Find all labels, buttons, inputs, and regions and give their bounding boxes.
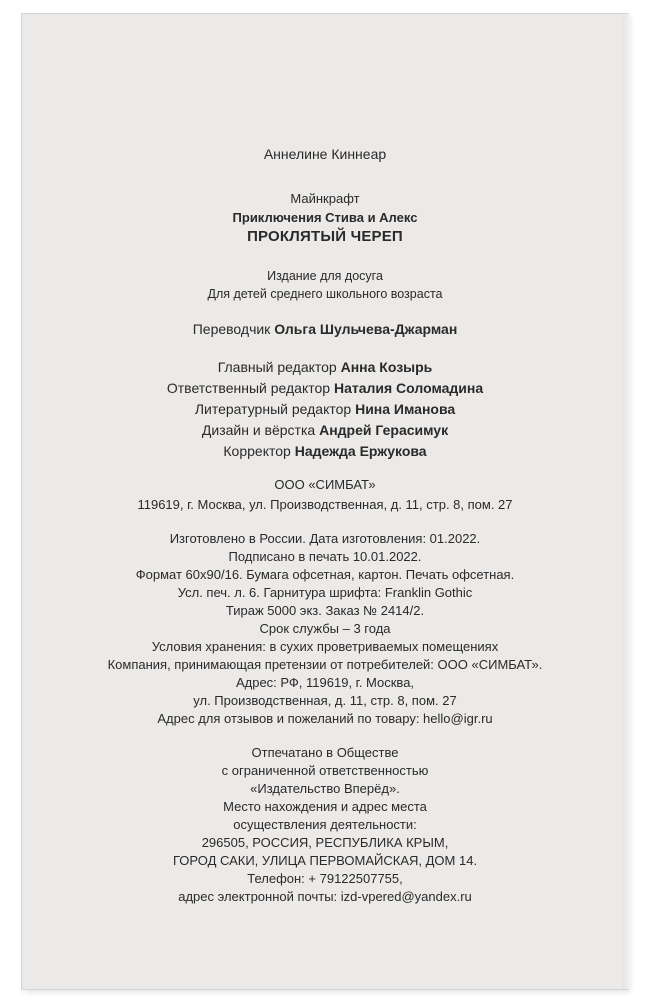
translator-name: Ольга Шульчева-Джарман [274, 321, 458, 337]
staff-name: Нина Иманова [355, 401, 456, 417]
translator-credit [22, 322, 628, 336]
book-page [22, 14, 628, 989]
imprint-line: Адрес для отзывов и пожеланий по товару: hello@igr.ru [157, 711, 493, 726]
edition-type: Издание для досуга [267, 269, 383, 283]
author-name: Аннелине Киннеар [263, 146, 387, 162]
staff-name: Анна Козырь [340, 359, 433, 375]
staff-credit [22, 381, 628, 395]
imprint-line: Компания, принимающая претензии от потребителей: ООО «СИМБАТ». [107, 657, 543, 672]
imprint-page-content [22, 14, 628, 989]
staff-name: Андрей Герасимук [319, 422, 449, 438]
staff-role: Главный редактор [217, 359, 337, 375]
translator-role: Переводчик [192, 321, 271, 337]
imprint-line: Адрес: РФ, 119619, г. Москва, [235, 675, 415, 690]
printer-line: Отпечатано в Обществе [251, 745, 399, 760]
imprint-line: ул. Производственная, д. 11, стр. 8, пом. 27 [193, 693, 457, 708]
imprint-line: Срок службы – 3 года [259, 621, 391, 636]
imprint-line: Условия хранения: в сухих проветриваемых помещениях [151, 639, 499, 654]
book-title: ПРОКЛЯТЫЙ ЧЕРЕП [247, 228, 403, 245]
printer-line: осуществления деятельности: [233, 817, 417, 832]
staff-credit [22, 444, 628, 458]
age-group: Для детей среднего школьного возраста [207, 287, 443, 301]
staff-credit [22, 360, 628, 374]
staff-name: Надежда Ержукова [294, 443, 427, 459]
publisher-name: ООО «СИМБАТ» [274, 477, 376, 492]
staff-role: Литературный редактор [194, 401, 352, 417]
imprint-line: Тираж 5000 экз. Заказ № 2414/2. [225, 603, 425, 618]
publisher-address: 119619, г. Москва, ул. Производственная, д. 11, стр. 8, пом. 27 [137, 497, 513, 512]
printer-line: «Издательство Вперёд». [250, 781, 400, 796]
imprint-line: Изготовлено в России. Дата изготовления: 01.2022. [169, 531, 481, 546]
staff-role: Корректор [223, 443, 291, 459]
imprint-line: Подписано в печать 10.01.2022. [228, 549, 422, 564]
printer-line: с ограниченной ответственностью [221, 763, 429, 778]
printer-line: Телефон: + 79122507755, [247, 871, 403, 886]
staff-credit [22, 402, 628, 416]
printer-line: ГОРОД САКИ, УЛИЦА ПЕРВОМАЙСКАЯ, ДОМ 14. [172, 853, 478, 868]
imprint-line: Формат 60x90/16. Бумага офсетная, картон. Печать офсетная. [135, 567, 515, 582]
imprint-line: Усл. печ. л. 6. Гарнитура шрифта: Franklin Gothic [177, 585, 473, 600]
printer-line: адрес электронной почты: izd-vpered@yandex.ru [178, 889, 472, 904]
staff-role: Ответственный редактор [166, 380, 331, 396]
series-name: Майнкрафт [290, 191, 360, 206]
printer-line: Место нахождения и адрес места [223, 799, 427, 814]
printer-line: 296505, РОССИЯ, РЕСПУБЛИКА КРЫМ, [201, 835, 449, 850]
page-edge [622, 14, 630, 989]
subseries-name: Приключения Стива и Алекс [232, 210, 418, 225]
staff-name: Наталия Соломадина [333, 380, 484, 396]
staff-credit [22, 423, 628, 437]
staff-role: Дизайн и вёрстка [201, 422, 316, 438]
